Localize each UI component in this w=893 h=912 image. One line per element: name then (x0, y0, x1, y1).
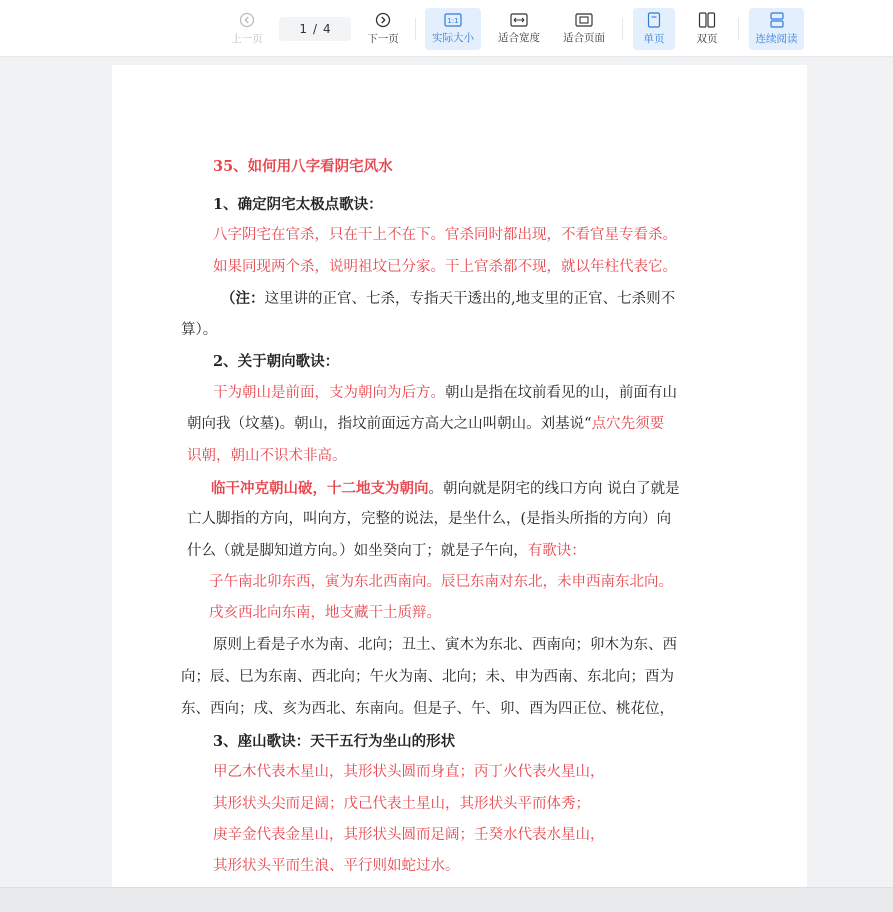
note-text: 这里讲的正官、七杀，专指天干透出的,地支里的正官、七杀则不 (264, 291, 676, 307)
heading-orientation: 2、关于朝向歌诀： (213, 353, 340, 370)
next-page-label: 下一页 (367, 33, 399, 45)
double-page-button[interactable] (686, 8, 728, 50)
verse-inline: 临干冲克朝山破，十二地支为朝向 (211, 480, 429, 497)
direction-paragraph (211, 473, 771, 506)
body-line: 亡人脚指的方向，叫向方，完整的说法，是坐什么，(是指头所指的方向）向 (187, 511, 672, 527)
direction-line (187, 536, 747, 568)
heading-mountain: 3、座山歌诀：天干五行为坐山的形状 (213, 733, 456, 750)
current-page-input[interactable]: 1 (299, 22, 307, 36)
toolbar-divider (738, 18, 739, 40)
next-page-button[interactable] (360, 8, 406, 50)
verse-line: 其形状头尖而足阔；戊己代表土星山，其形状头平而体秀； (213, 796, 590, 812)
page-indicator[interactable] (279, 17, 351, 41)
prev-page-button[interactable] (224, 8, 270, 50)
orientation-line (187, 409, 747, 441)
fit-width-label: 适合宽度 (498, 32, 540, 44)
chevron-left-icon (239, 12, 255, 28)
body-line: 东、西向；戌、亥为西北、东南向。但是子、午、卯、酉为四正位、桃花位， (181, 701, 674, 717)
verse-line: 甲乙木代表木星山，其形状头圆而身直；丙丁火代表火星山， (213, 764, 605, 780)
actual-size-icon (444, 13, 462, 27)
verse-inline: 点穴先须要 (591, 416, 665, 432)
body-inline: 朝向我（坟墓)。朝山，指坟前面远方高大之山叫朝山。刘基说“ (187, 416, 592, 432)
verse-inline: 有歌诀： (527, 543, 586, 559)
fit-width-button[interactable] (492, 8, 546, 50)
single-page-label: 单页 (643, 33, 665, 45)
verse-line: 其形状头平而生浪、平行则如蛇过水。 (213, 858, 460, 874)
single-page-button[interactable] (633, 8, 675, 50)
fit-page-icon (575, 13, 593, 27)
verse-line: 庚辛金代表金星山，其形状头圆而足阔；壬癸水代表水星山， (213, 827, 605, 843)
body-inline: 朝山是指在坟前看见的山，前面有山 (445, 385, 677, 401)
verse-line: 如果同现两个杀，说明祖坟已分家。干上官杀都不现，就以年柱代表它。 (213, 259, 677, 275)
note-paragraph (221, 283, 781, 316)
double-page-icon (698, 12, 716, 28)
toolbar-divider (415, 18, 416, 40)
horizontal-scrollbar[interactable] (0, 887, 893, 912)
actual-size-label: 实际大小 (432, 32, 474, 44)
document-title: 35、如何用八字看阴宅风水 (213, 158, 393, 175)
toolbar-divider (622, 18, 623, 40)
chevron-right-icon (375, 12, 391, 28)
heading-taiji: 1、确定阴宅太极点歌诀： (213, 196, 383, 213)
fit-page-label: 适合页面 (563, 32, 605, 44)
single-page-icon (647, 12, 661, 28)
note-line: 算）。 (181, 322, 218, 338)
verse-line: 子午南北卯东西，寅为东北西南向。辰巳东南对东北，未申西南东北向。 (209, 574, 673, 590)
viewer-toolbar (0, 0, 893, 57)
page-separator: / (312, 22, 318, 36)
orientation-paragraph (213, 378, 773, 410)
body-inline: 。朝向就是阴宅的线口方向 说白了就是 (428, 481, 680, 497)
continuous-read-label: 连续阅读 (755, 33, 798, 45)
continuous-read-icon (769, 12, 785, 28)
body-line: 原则上看是子水为南、北向；丑土、寅木为东北、西南向；卯木为东、西 (213, 637, 677, 653)
verse-inline: 干为朝山是前面，支为朝向为后方。 (213, 385, 445, 401)
body-line: 向；辰、巳为东南、西北向；午火为南、北向；未、申为西南、东北向；酉为 (181, 669, 674, 685)
verse-line: 识朝，朝山不识术非高。 (187, 448, 347, 464)
double-page-label: 双页 (696, 33, 718, 45)
fit-page-button[interactable] (556, 8, 612, 50)
verse-line: 戌亥西北向东南，地支藏干土质辩。 (209, 605, 441, 621)
actual-size-button[interactable] (425, 8, 481, 50)
fit-width-icon (510, 13, 528, 27)
body-inline: 什么（就是脚知道方向。）如坐癸向丁；就是子午向， (187, 543, 528, 559)
prev-page-label: 上一页 (231, 33, 263, 45)
verse-line: 八字阴宅在官杀，只在干上不在下。官杀同时都出现，不看官星专看杀。 (213, 227, 677, 243)
note-label: （注： (221, 290, 265, 307)
total-pages: 4 (323, 22, 331, 36)
continuous-read-button[interactable] (749, 8, 804, 50)
svg-text:1:1: 1:1 (447, 17, 459, 25)
